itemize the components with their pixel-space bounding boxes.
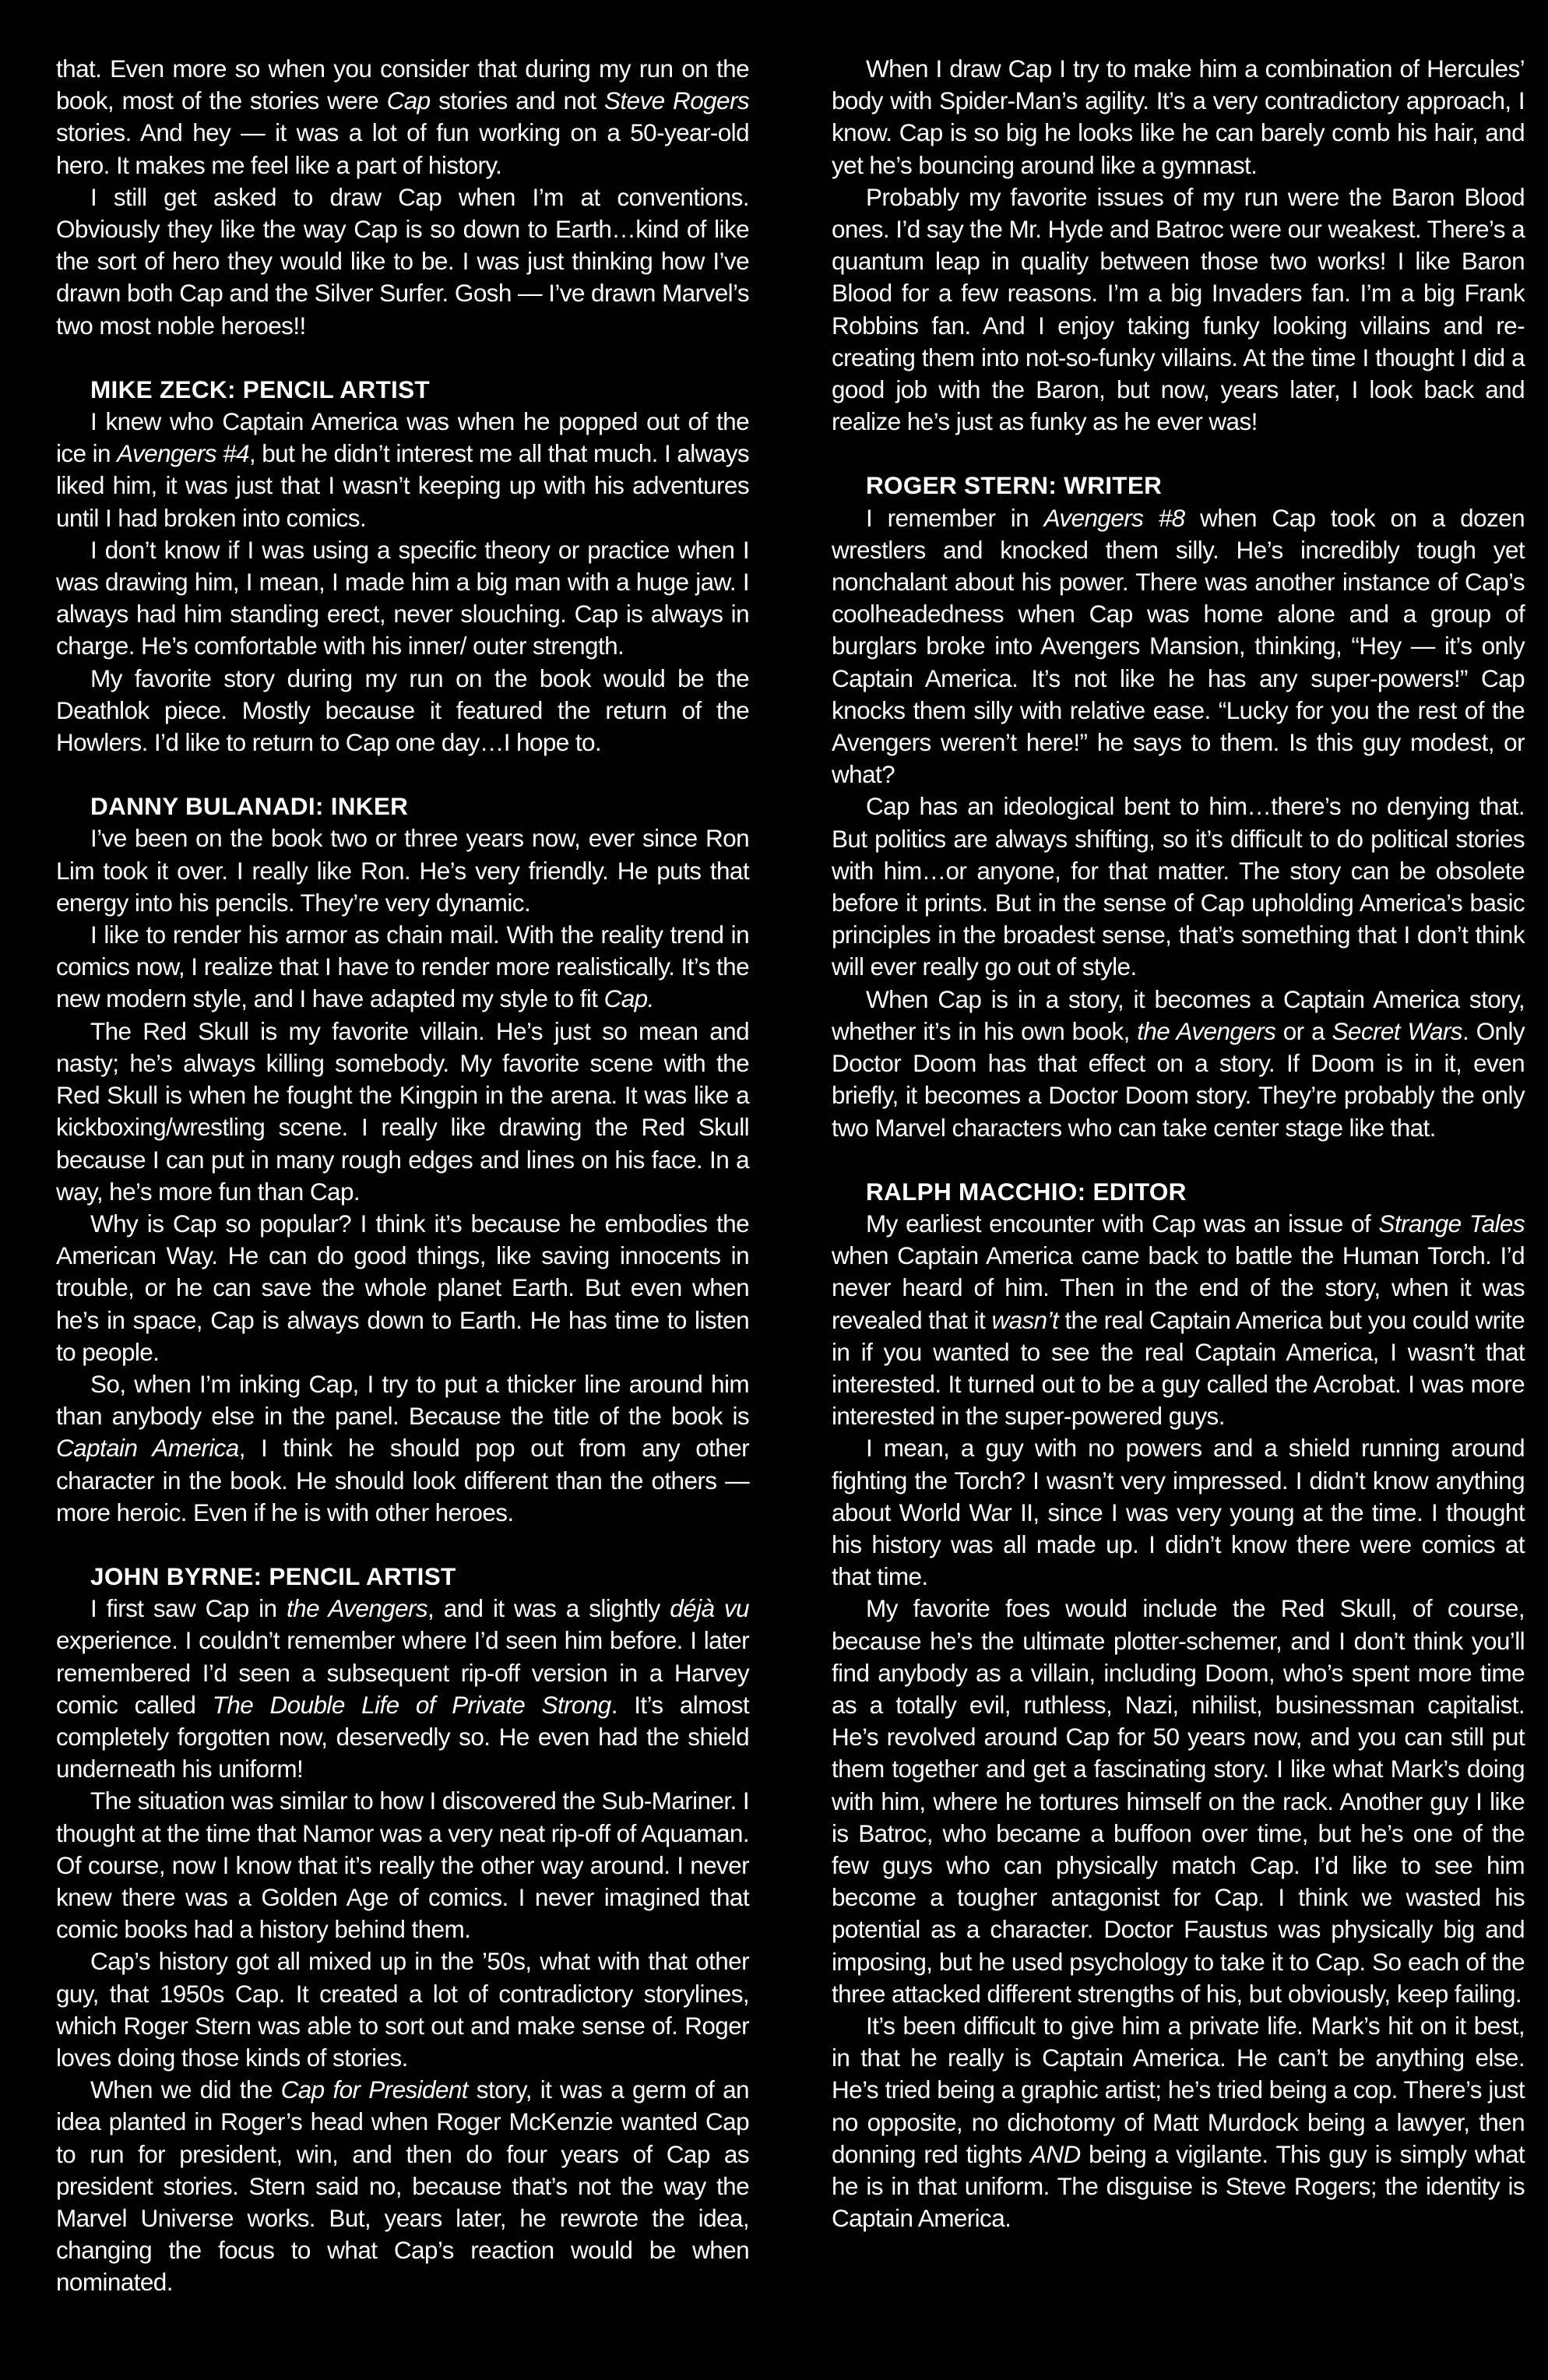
paragraph: that. Even more so when you consider that during my run on the book, most of the stories were Cap stories and not Steve Rogers stories. And hey — it was a lot of fun working on a 50-year-old hero. It makes me feel like a part of history.: [56, 55, 749, 179]
paragraph: When Cap is in a story, it becomes a Captain America story, whether it’s in his own book, the Avengers or a Secret Wars. Only Doctor Doom has that effect on a story. If Doom is in it, even briefly, it becomes a Doctor Doom story. They’re probably the only two Marvel characters who can take center stage like that.: [832, 984, 1525, 1142]
left-column: [56, 53, 749, 2299]
paragraph: So, when I’m inking Cap, I try to put a thicker line around him than anybody else in the panel. Because the title of the book is Captain America, I think he should pop out from any other character in the book. He should look different than the others — more heroic. Even if he is with other heroes.: [56, 1369, 750, 1526]
paragraph: I first saw Cap in the Avengers, and it was a slightly déjà vu experience. I couldn’t remember where I’d seen him before. I later remembered I’d seen a subsequent rip-off version in a Harvey comic called The Double Life of Private Strong. It’s almost completely forgotten now, deservedly so. He even had the shield underneath his uniform!: [56, 1594, 750, 1783]
paragraph: Cap’s history got all mixed up in the ’50s, what with that other guy, that 1950s Cap. It created a lot of contradictory storylines, which Roger Stern was able to sort out and make sense of. Roger loves doing those kinds of stories.: [56, 1947, 749, 2072]
paragraph: It’s been difficult to give him a private life. Mark’s hit on it best, in that he really is Captain America. He can’t be anything else. He’s tried being a graphic artist; he’s tried being a cop. There’s just no opposite, no dichotomy of Matt Murdock being a lawyer, then donning red tights AND being a vigilante. This guy is simply what he is in that uniform. The disguise is Steve Rogers; the identity is Captain America.: [832, 2011, 1525, 2233]
section-byrne-continued: [832, 53, 1525, 438]
section-heading: DANNY BULANADI: INKER: [90, 792, 409, 821]
paragraph: Probably my favorite issues of my run were the Baron Blood ones. I’d say the Mr. Hyde and Batroc were our weakest. There’s a quantum leap in quality between those two works! I like Baron Blood for a few reasons. I’m a big Invaders fan. I’m a big Frank Robbins fan. And I enjoy taking funky looking villains and re-creating them into not-so-funky villains. At the time I thought I did a good job with the Baron, but now, years later, I look back and realize he’s just as funky as he ever was!: [832, 182, 1525, 436]
paragraph: I like to render his armor as chain mail. With the reality trend in comics now, I realize that I have to render more realistically. It’s the new modern style, and I have adapted my style to fit Cap.: [56, 921, 749, 1013]
paragraph: I remember in Avengers #8 when Cap took on a dozen wrestlers and knocked them silly. He’s incredibly tough yet nonchalant about his power. There was another instance of Cap’s coolheadedness when Cap was home alone and a group of burglars broke into Avengers Mansion, thinking, “Hey — it’s only Captain America. It’s not like he has any super-powers!” Cap knocks them silly with relative ease. “Lucky for you the rest of the Avengers weren’t here!” he says to them. Is this guy modest, or what?: [832, 503, 1525, 789]
section-heading: ROGER STERN: WRITER: [866, 471, 1163, 500]
paragraph: The situation was similar to how I discovered the Sub-Mariner. I thought at the time that Namor was a very neat rip-off of Aquaman. Of course, now I know that it’s really the other way around. I never knew there was a Golden Age of comics. I never imagined that comic books had a history behind them.: [56, 1787, 749, 1944]
section-john-byrne: [56, 1561, 749, 2299]
paragraph: I knew who Captain America was when he popped out of the ice in Avengers #4, but he didn’t interest me all that much. I always liked him, it was just that I wasn’t keeping up with his adventures until I had broken into comics.: [56, 407, 749, 532]
paragraph: The Red Skull is my favorite villain. He’s just so mean and nasty; he’s always killing somebody. My favorite scene with the Red Skull is when he fought the Kingpin in the arena. It was like a kickboxing/wrestling scene. I really like drawing the Red Skull because I can put in many rough edges and lines on his face. In a way, he’s more fun than Cap.: [56, 1016, 749, 1206]
section-intro-continued: [56, 53, 749, 342]
paragraph: I still get asked to draw Cap when I’m at conventions. Obviously they like the way Cap is so down to Earth…kind of like the sort of hero they would like to be. I was just thinking how I’ve drawn both Cap and the Silver Surfer. Gosh — I’ve drawn Marvel’s two most noble heroes!!: [56, 182, 749, 340]
right-column: [832, 53, 1525, 2234]
paragraph: I’ve been on the book two or three years now, ever since Ron Lim took it over. I really like Ron. He’s very friendly. He puts that energy into his pencils. They’re very dynamic.: [56, 824, 749, 917]
paragraph: I mean, a guy with no powers and a shield running around fighting the Torch? I wasn’t very impressed. I didn’t know anything about World War II, since I was very young at the time. I thought his history was all made up. I didn’t know there were comics at that time.: [832, 1434, 1525, 1591]
paragraph: When we did the Cap for President story, it was a germ of an idea planted in Roger’s head when Roger McKenzie wanted Cap to run for president, win, and then do four years of Cap as president stories. Stern said no, because that’s not the way the Marvel Universe works. But, years later, he rewrote the idea, changing the focus to what Cap’s reaction would be when nominated.: [56, 2075, 749, 2297]
paragraph: My favorite story during my run on the book would be the Deathlok piece. Mostly because it featured the return of the Howlers. I’d like to return to Cap one day…I hope to.: [56, 664, 749, 757]
section-heading: MIKE ZECK: PENCIL ARTIST: [90, 375, 430, 403]
paragraph: Cap has an ideological bent to him…there’s no denying that. But politics are always shifting, so it’s difficult to do political stories with him…or anyone, for that matter. The story can be obsolete before it prints. But in the sense of Cap upholding America’s basic principles in the broadest sense, that’s something that I don’t think will ever really go out of style.: [832, 792, 1525, 981]
section-heading: JOHN BYRNE: PENCIL ARTIST: [90, 1561, 456, 1590]
paragraph: When I draw Cap I try to make him a combination of Hercules’ body with Spider-Man’s agility. It’s a very contradictory approach, I know. Cap is so big he looks like he can barely comb his hair, and yet he’s bouncing around like a gymnast.: [832, 55, 1525, 179]
section-heading: RALPH MACCHIO: EDITOR: [866, 1177, 1187, 1206]
paragraph: I don’t know if I was using a specific theory or practice when I was drawing him, I mean, I made him a big man with a huge jaw. I always had him standing erect, never slouching. Cap is always in charge. He’s comfortable with his inner/ outer strength.: [56, 535, 749, 660]
section-mike-zeck: [56, 374, 749, 759]
section-danny-bulanadi: [56, 790, 749, 1529]
section-roger-stern: [832, 470, 1525, 1143]
paragraph: My earliest encounter with Cap was an issue of Strange Tales when Captain America came back to battle the Human Torch. I’d never heard of him. Then in the end of the story, when it was revealed that it wasn’t the real Captain America but you could write in if you wanted to see the real Captain America, I wasn’t that interested. It turned out to be a guy called the Acrobat. I was more interested in the super-powered guys.: [832, 1209, 1525, 1431]
paragraph: Why is Cap so popular? I think it’s because he embodies the American Way. He can do good things, like saving innocents in trouble, or he can save the whole planet Earth. But even when he’s in space, Cap is always down to Earth. He has time to listen to people.: [56, 1209, 749, 1366]
section-ralph-macchio: [832, 1176, 1525, 2235]
paragraph: My favorite foes would include the Red Skull, of course, because he’s the ultimate plotter-schemer, and I don’t think you’ll find anybody as a villain, including Doom, who’s spent more time as a totally evil, ruthless, Nazi, nihilist, businessman capitalist. He’s revolved around Cap for 50 years now, and you can still put them together and get a fascinating story. I like what Mark’s doing with him, where he tortures himself on the rack. Another guy I like is Batroc, who became a buffoon over time, but he’s one of the few guys who can physically match Cap. I’d like to see him become a tougher antagonist for Cap. I think we wasted his potential as a character. Doctor Faustus was physically big and imposing, but he used psychology to take it to Cap. So each of the three attacked different strengths of his, but obviously, keep failing.: [832, 1594, 1525, 2008]
